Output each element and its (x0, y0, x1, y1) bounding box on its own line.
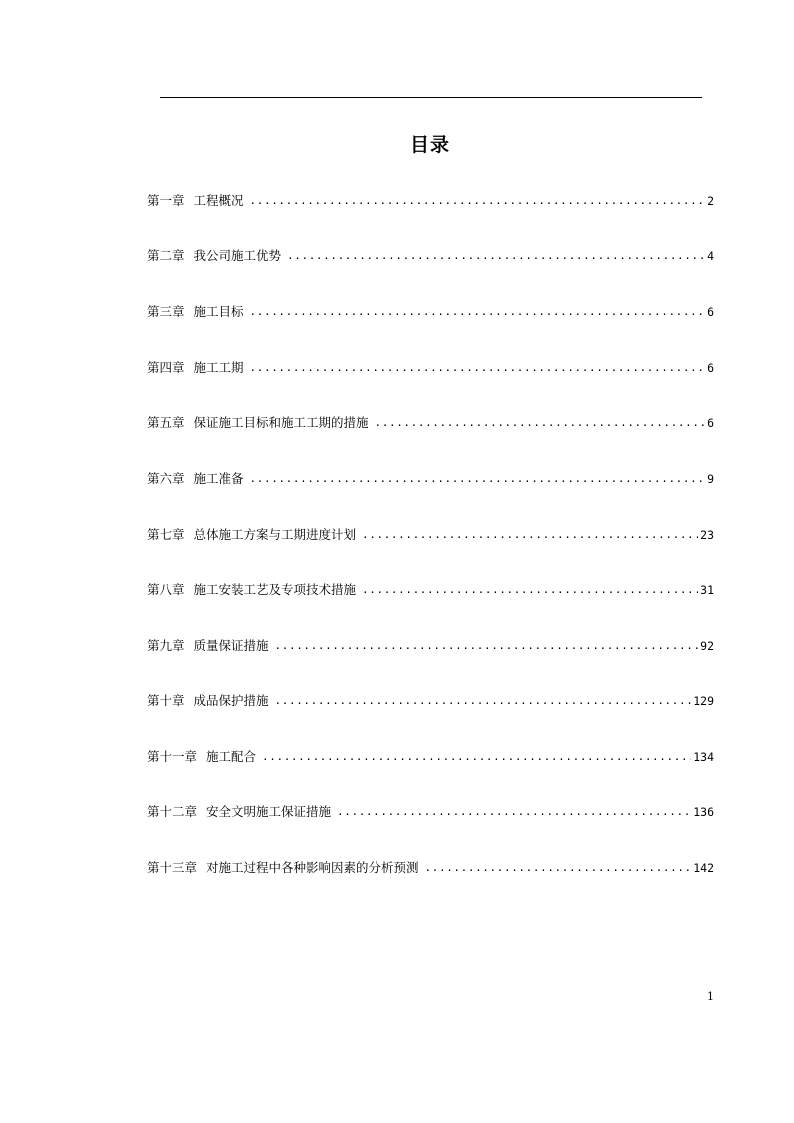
toc-page-number: 134 (693, 750, 714, 764)
toc-name: 施工目标 (193, 304, 244, 319)
toc-page-number: 9 (707, 472, 714, 486)
toc-dot-leader (362, 522, 698, 548)
toc-entry[interactable] (147, 188, 714, 214)
toc-dot-leader (375, 410, 706, 436)
toc-dot-leader (275, 633, 699, 659)
toc-title: 目录 (409, 134, 450, 156)
toc-dot-leader (250, 355, 706, 381)
toc-chapter: 第六章 (147, 471, 185, 486)
toc-chapter: 第十二章 (147, 804, 198, 819)
header-rule (160, 97, 702, 98)
toc-entry[interactable] (147, 466, 714, 492)
toc-chapter: 第十三章 (147, 860, 198, 875)
footer-page-number: 1 (707, 990, 714, 1003)
toc-dot-leader (362, 577, 698, 603)
toc-dot-leader (337, 799, 691, 825)
toc-entry[interactable] (147, 522, 714, 548)
toc-name: 总体施工方案与工期进度计划 (193, 527, 357, 542)
toc-name: 安全文明施工保证措施 (206, 804, 332, 819)
toc-entry[interactable] (147, 243, 714, 269)
toc-name: 工程概况 (193, 193, 244, 208)
toc-dot-leader (250, 466, 706, 492)
toc-entry[interactable] (147, 299, 714, 325)
toc-name: 施工安装工艺及专项技术措施 (193, 582, 357, 597)
toc-page-number: 6 (707, 416, 714, 430)
toc-chapter: 第五章 (147, 415, 185, 430)
toc-dot-leader (250, 188, 706, 214)
toc-name: 施工工期 (193, 360, 244, 375)
toc-dot-leader (425, 855, 692, 881)
toc-page-number: 142 (693, 861, 714, 875)
toc-name: 施工准备 (193, 471, 244, 486)
toc-page-number: 6 (707, 361, 714, 375)
toc-page-number: 2 (707, 194, 714, 208)
toc-entry[interactable] (147, 410, 714, 436)
toc-chapter: 第九章 (147, 638, 185, 653)
toc-page-number: 129 (693, 694, 714, 708)
toc-page-number: 6 (707, 305, 714, 319)
toc-entry[interactable] (147, 744, 714, 770)
toc-page-number: 31 (700, 583, 714, 597)
toc-page-number: 136 (693, 805, 714, 819)
toc-chapter: 第八章 (147, 582, 185, 597)
toc-name: 保证施工目标和施工工期的措施 (193, 415, 369, 430)
toc-chapter: 第十章 (147, 693, 185, 708)
toc-chapter: 第三章 (147, 304, 185, 319)
toc-entry[interactable] (147, 855, 714, 881)
toc-entry[interactable] (147, 799, 714, 825)
toc-chapter: 第十一章 (147, 749, 198, 764)
toc-chapter: 第四章 (147, 360, 185, 375)
toc-dot-leader (262, 744, 691, 770)
toc-entry[interactable] (147, 355, 714, 381)
toc-chapter: 第七章 (147, 527, 185, 542)
toc-name: 我公司施工优势 (193, 248, 282, 263)
toc-chapter: 第一章 (147, 193, 185, 208)
toc-name: 成品保护措施 (193, 693, 269, 708)
toc-entry[interactable] (147, 633, 714, 659)
toc-chapter: 第二章 (147, 248, 185, 263)
toc-page-number: 4 (707, 249, 714, 263)
toc-entry[interactable] (147, 577, 714, 603)
toc-entry[interactable] (147, 688, 714, 714)
toc-dot-leader (250, 299, 706, 325)
toc-name: 施工配合 (206, 749, 257, 764)
toc-page-number: 92 (700, 639, 714, 653)
toc-dot-leader (287, 243, 705, 269)
toc-name: 对施工过程中各种影响因素的分析预测 (206, 860, 419, 875)
toc-dot-leader (275, 688, 692, 714)
toc-name: 质量保证措施 (193, 638, 269, 653)
toc-page-number: 23 (700, 528, 714, 542)
